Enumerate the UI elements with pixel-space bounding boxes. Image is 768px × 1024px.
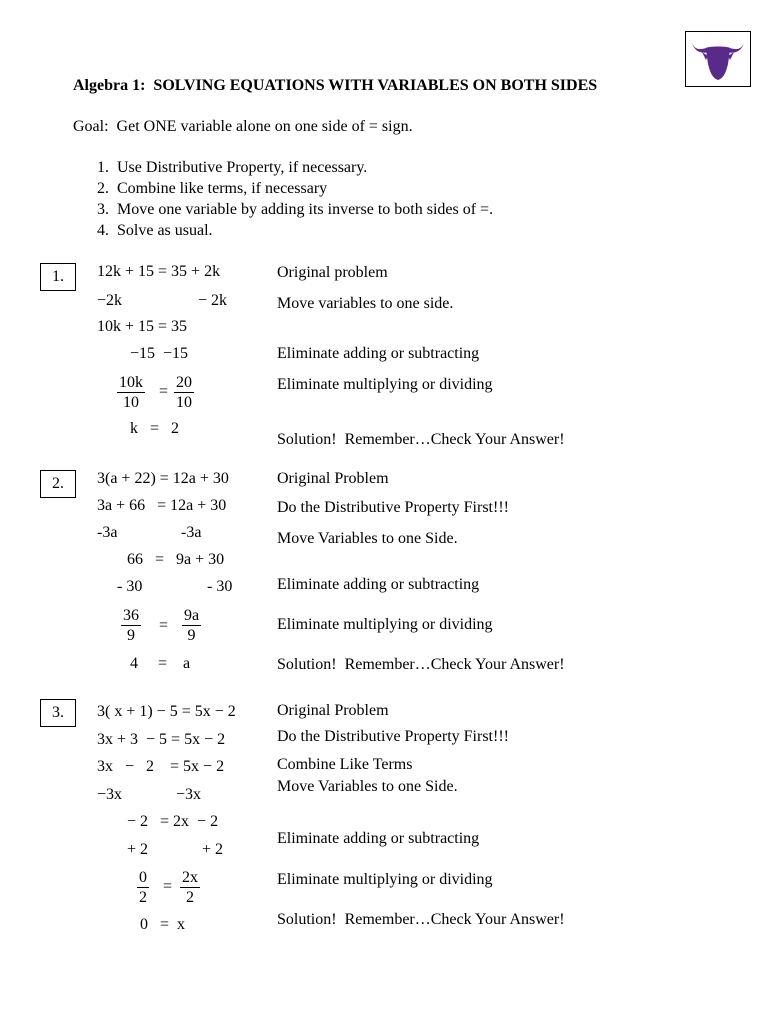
solution-line: 0 = x	[140, 916, 186, 933]
step-note: Move Variables to one Side.	[277, 778, 458, 795]
equation-line: 3( x + 1) − 5 = 5x − 2	[97, 703, 236, 720]
equation-line: 66 = 9a + 30	[127, 551, 225, 568]
fraction-denominator: 9	[187, 627, 196, 644]
equation-line: −15 −15	[130, 345, 189, 362]
fraction-numerator: 36	[123, 607, 139, 624]
equals-sign: =	[159, 383, 169, 400]
equation-line: - 30	[117, 578, 143, 595]
step-note: Eliminate multiplying or dividing	[277, 871, 493, 888]
step-note: Original Problem	[277, 702, 389, 719]
fraction-left	[137, 868, 149, 907]
fraction-denominator: 10	[123, 394, 139, 411]
step-note: Original Problem	[277, 470, 389, 487]
fraction-left	[117, 373, 145, 412]
step-note: Do the Distributive Property First!!!	[277, 728, 509, 745]
fraction-numerator: 0	[139, 869, 147, 886]
step-note: Eliminate adding or subtracting	[277, 576, 480, 593]
fraction-denominator: 10	[176, 394, 192, 411]
step-note: Move variables to one side.	[277, 295, 454, 312]
bull-head-icon	[686, 32, 750, 86]
step-note: Solution! Remember…Check Your Answer!	[277, 911, 565, 928]
step-note: Eliminate multiplying or dividing	[277, 376, 493, 393]
equals-sign: =	[159, 617, 169, 634]
logo-frame	[685, 31, 751, 87]
fraction-denominator: 2	[186, 889, 194, 906]
equation-line: − 2k	[198, 292, 228, 309]
step-note: Solution! Remember…Check Your Answer!	[277, 656, 565, 673]
fraction-numerator: 9a	[184, 607, 200, 624]
step-1: 1. Use Distributive Property, if necessary.	[97, 159, 368, 176]
equation-line: −2k	[97, 292, 123, 309]
equation-line: −3x	[97, 786, 123, 803]
equation-line: + 2	[202, 841, 224, 858]
fraction-denominator: 2	[139, 889, 147, 906]
fraction-numerator: 2x	[182, 869, 198, 886]
step-note: Move Variables to one Side.	[277, 530, 458, 547]
step-note: Eliminate adding or subtracting	[277, 345, 480, 362]
step-note: Eliminate adding or subtracting	[277, 830, 480, 847]
fraction-left	[121, 606, 141, 645]
step-note: Original problem	[277, 264, 388, 281]
equation-line: 3a + 66 = 12a + 30	[97, 497, 227, 514]
step-note: Solution! Remember…Check Your Answer!	[277, 431, 565, 448]
solution-line: k = 2	[130, 420, 180, 437]
fraction-right	[174, 373, 194, 412]
fraction-numerator: 10k	[119, 374, 143, 391]
equation-line: −3x	[176, 786, 202, 803]
step-4: 4. Solve as usual.	[97, 222, 213, 239]
step-note: Do the Distributive Property First!!!	[277, 499, 509, 516]
problem-number-box: 1.	[40, 263, 76, 291]
step-note: Combine Like Terms	[277, 756, 413, 773]
problem-number-box: 3.	[40, 699, 76, 727]
fraction-denominator: 9	[127, 627, 135, 644]
equation-line: 3x + 3 − 5 = 5x − 2	[97, 731, 226, 748]
page-title: Algebra 1: SOLVING EQUATIONS WITH VARIABLES ON BOTH SIDES	[73, 77, 598, 94]
equation-line: + 2	[127, 841, 149, 858]
equation-line: -3a	[97, 524, 118, 541]
equation-line: 3x − 2 = 5x − 2	[97, 758, 225, 775]
fraction-right	[182, 606, 201, 645]
equation-line: -3a	[181, 524, 202, 541]
equals-sign: =	[163, 878, 173, 895]
equation-line: 12k + 15 = 35 + 2k	[97, 263, 221, 280]
equation-line: 3(a + 22) = 12a + 30	[97, 470, 229, 487]
fraction-numerator: 20	[176, 374, 192, 391]
equation-line: - 30	[207, 578, 233, 595]
step-3: 3. Move one variable by adding its inverse to both sides of =.	[97, 201, 494, 218]
step-note: Eliminate multiplying or dividing	[277, 616, 493, 633]
problem-number-box: 2.	[40, 470, 76, 498]
step-2: 2. Combine like terms, if necessary	[97, 180, 328, 197]
solution-line: 4 = a	[130, 655, 191, 672]
equation-line: − 2 = 2x − 2	[127, 813, 219, 830]
goal-text: Goal: Get ONE variable alone on one side of = sign.	[73, 118, 413, 135]
equation-line: 10k + 15 = 35	[97, 318, 188, 335]
fraction-right	[180, 868, 200, 907]
